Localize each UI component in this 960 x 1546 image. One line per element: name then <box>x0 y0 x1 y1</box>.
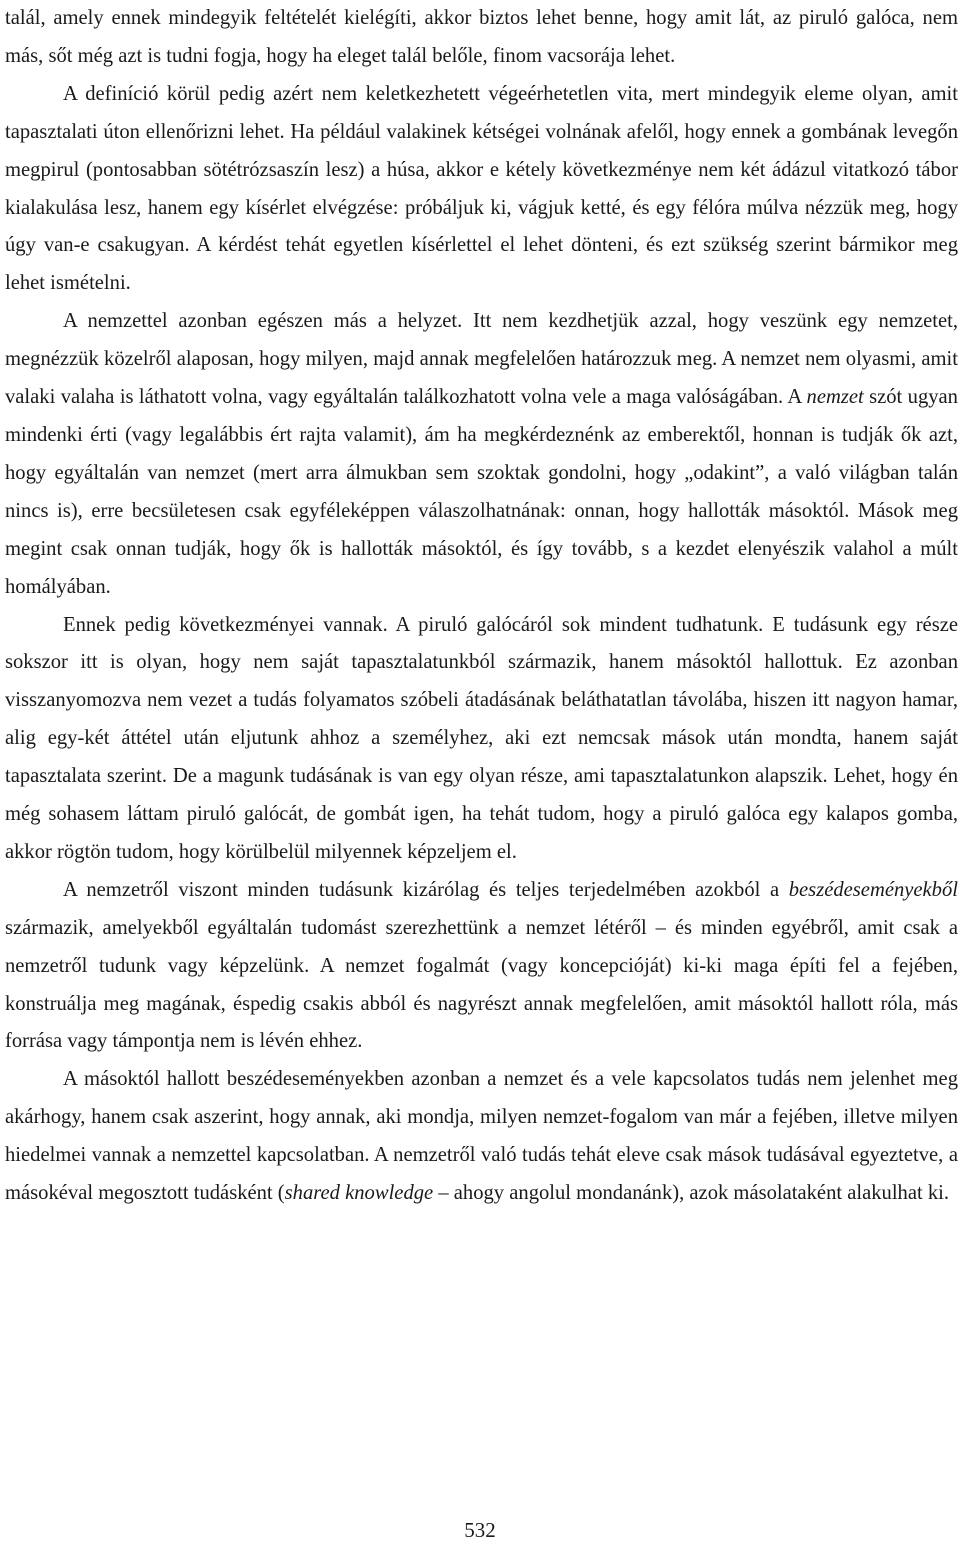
paragraph <box>5 1061 958 1213</box>
page-number: 532 <box>464 1518 496 1542</box>
italic-term: shared knowledge <box>284 1182 434 1205</box>
paragraph-text: származik, amelyekből egyáltalán tudomást szerezhettünk a nemzet létéről – és minden egyébről, amit csak a nemzetről tudunk vagy képzelünk. A nemzet fogalmát (vagy koncepcióját) ki-ki maga építi fel a fejében, konstruálja meg magának, éspedig csakis abból és nagyrészt annak megfelelően, amit másoktól hallott róla, más forrása vagy támpontja nem is lévén ehhez. <box>5 916 958 1053</box>
paragraph-text: A másoktól hallott beszédeseményekben azonban a nemzet és a vele kapcsolatos tudás nem jelenhet meg akárhogy, hanem csak aszerint, hogy annak, aki mondja, milyen nemzet-fogalom van már a fejében, illetve milyen hiedelmei vannak a nemzettel kapcsolatban. A nemzetről való tudás tehát eleve csak mások tudásával egyeztetve, a másokéval megosztott tudásként ( <box>5 1068 958 1205</box>
paragraph-text: szót ugyan mindenki érti (vagy legalábbis ért rajta valamit), ám ha megkérdeznénk az emberektől, honnan is tudják ők azt, hogy egyáltalán van nemzet (mert arra álmukban sem szoktak gondolni, hogy „odakint”, a való világban talán nincs is), erre becsületesen csak egyféleképpen válaszolhatnának: onnan, hogy hallották másoktól. Mások meg megint csak onnan tudják, hogy ők is hallották másoktól, és így tovább, s a kezdet elenyészik valahol a múlt homályában. <box>5 386 958 598</box>
paragraph-text: A definíció körül pedig azért nem keletkezhetett végeérhetetlen vita, mert mindegyik eleme olyan, amit tapasztalati úton ellenőrizni lehet. Ha például valakinek kétségei volnának afelől, hogy ennek a gombának levegőn megpirul (pontosabban sötétrózsaszín lesz) a húsa, akkor e kétely következménye nem két ádázul vitatkozó tábor kialakulása lesz, hanem egy kísérlet elvégzése: próbáljuk ki, vágjuk ketté, és egy félóra múlva nézzük meg, hogy úgy van-e csakugyan. A kérdést tehát egyetlen kísérlettel el lehet dönteni, és ezt szükség szerint bármikor meg lehet ismételni. <box>5 82 958 295</box>
paragraph <box>5 607 958 872</box>
paragraph-text: Ennek pedig következményei vannak. A piruló galócáról sok mindent tudhatunk. E tudásunk egy része sokszor itt is olyan, hogy nem saját tapasztalatunkból származik, hanem másoktól hallottuk. Ez azonban visszanyomozva nem vezet a tudás folyamatos szóbeli átadásának beláthatatlan távolába, hiszen itt nagyon hamar, alig egy-két áttétel után eljutunk ahhoz a személyhez, aki ezt nemcsak mások után mondta, hanem saját tapasztalata szerint. De a magunk tudásának is van egy olyan része, ami tapasztalatunkon alapszik. Lehet, hogy én még sohasem láttam piruló galócát, de gombát igen, ha tehát tudom, hogy a piruló galóca egy kalapos gomba, akkor rögtön tudom, hogy körülbelül milyennek képzeljem el. <box>5 613 958 863</box>
paragraph <box>5 872 958 1062</box>
paragraph <box>5 303 958 606</box>
italic-term: nemzet <box>806 386 864 409</box>
paragraph-text: – ahogy angolul mondanánk), azok másolataként alakulhat ki. <box>433 1182 950 1205</box>
paragraph <box>5 0 958 76</box>
paragraph-text: A nemzetről viszont minden tudásunk kizárólag és teljes terjedelmében azokból a <box>63 878 789 901</box>
document-body <box>5 0 958 1213</box>
paragraph-text: talál, amely ennek mindegyik feltételét kielégíti, akkor biztos lehet benne, hogy amit lát, az piruló galóca, nem más, sőt még azt is tudni fogja, hogy ha eleget talál belőle, finom vacsorája lehet. <box>5 7 958 67</box>
paragraph-text: A nemzettel azonban egészen más a helyzet. Itt nem kezdhetjük azzal, hogy veszünk egy nemzetet, megnézzük közelről alaposan, hogy milyen, majd annak megfelelően határozzuk meg. A nemzet nem olyasmi, amit valaki valaha is láthatott volna, vagy egyáltalán találkozhatott volna vele a maga valóságában. A <box>5 310 958 409</box>
paragraph <box>5 76 958 303</box>
italic-term: beszédeseményekből <box>788 878 958 901</box>
